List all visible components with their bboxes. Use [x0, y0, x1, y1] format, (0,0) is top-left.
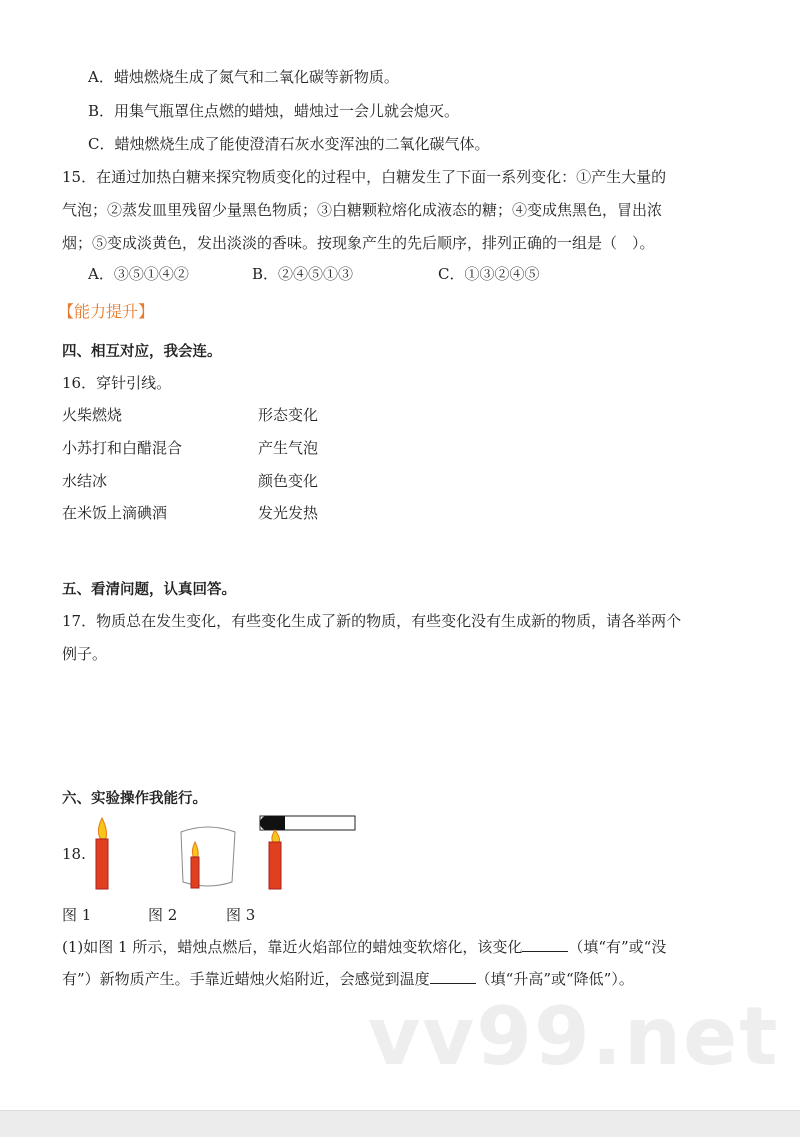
- q16-title: 16．穿针引线。: [62, 374, 172, 392]
- q18-number: 18.: [62, 845, 86, 863]
- figure-label: 图 3: [226, 906, 256, 924]
- answer-blank[interactable]: [430, 969, 476, 984]
- answer-blank[interactable]: [522, 937, 568, 952]
- q15-option-a: A．③⑤①④②: [88, 265, 189, 283]
- q16-right-item: 发光发热: [258, 504, 319, 522]
- section-ability-heading: 【能力提升】: [58, 302, 155, 321]
- section6-heading: 六、实验操作我能行。: [62, 791, 207, 807]
- q17-line: 17．物质总在发生变化，有些变化生成了新的物质，有些变化没有生成新的物质，请各举两个: [62, 612, 682, 630]
- q18-1-text: （填“升高”或“降低”）。: [475, 970, 634, 988]
- candle-fig3-icon: [260, 816, 355, 889]
- q18-1-line2: [62, 968, 634, 989]
- figure-label: 图 1: [62, 906, 92, 924]
- q18-1-text: （填“有”或“没: [568, 938, 667, 956]
- q18-1-line1: [62, 936, 666, 957]
- q14-option-c: C．蜡烛燃烧生成了能使澄清石灰水变浑浊的二氧化碳气体。: [88, 135, 490, 153]
- q15-option-b: B．②④⑤①③: [252, 265, 354, 283]
- q15-line: 气泡；②蒸发皿里残留少量黑色物质；③白糖颗粒熔化成液态的糖；④变成焦黑色，冒出浓: [62, 201, 663, 219]
- watermark: vv99.net: [368, 990, 780, 1083]
- q14-option-b: B．用集气瓶罩住点燃的蜡烛，蜡烛过一会儿就会熄灭。: [88, 102, 460, 120]
- q16-right-item: 形态变化: [258, 406, 319, 424]
- q18-1-text: 有”）新物质产生。手靠近蜡烛火焰附近，会感觉到温度: [62, 970, 430, 988]
- q16-right-item: 产生气泡: [258, 439, 319, 457]
- q14-option-a: A．蜡烛燃烧生成了氮气和二氧化碳等新物质。: [88, 68, 399, 86]
- q16-right-item: 颜色变化: [258, 472, 319, 490]
- q16-left-item: 在米饭上滴碘酒: [62, 504, 168, 522]
- q15-option-c: C．①③②④⑤: [438, 265, 540, 283]
- figure-label: 图 2: [148, 906, 178, 924]
- q15-line: 烟；⑤变成淡黄色，发出淡淡的香味。按现象产生的先后顺序，排列正确的一组是（ ）。: [62, 234, 655, 252]
- candle-fig1-icon: [96, 818, 108, 889]
- section4-heading: 四、相互对应，我会连。: [62, 344, 222, 360]
- candle-figures: [85, 812, 365, 894]
- q16-left-item: 小苏打和白醋混合: [62, 439, 183, 457]
- section5-heading: 五、看清问题，认真回答。: [62, 582, 236, 598]
- q18-1-text: (1)如图 1 所示，蜡烛点燃后，靠近火焰部位的蜡烛变软熔化，该变化: [62, 938, 523, 956]
- q16-left-item: 水结冰: [62, 472, 108, 490]
- q17-line: 例子。: [62, 645, 108, 663]
- candle-fig2-icon: [181, 827, 235, 888]
- q15-line: 15．在通过加热白糖来探究物质变化的过程中，白糖发生了下面一系列变化：①产生大量的: [62, 168, 667, 186]
- bottom-bar: [0, 1110, 800, 1137]
- q16-left-item: 火柴燃烧: [62, 406, 123, 424]
